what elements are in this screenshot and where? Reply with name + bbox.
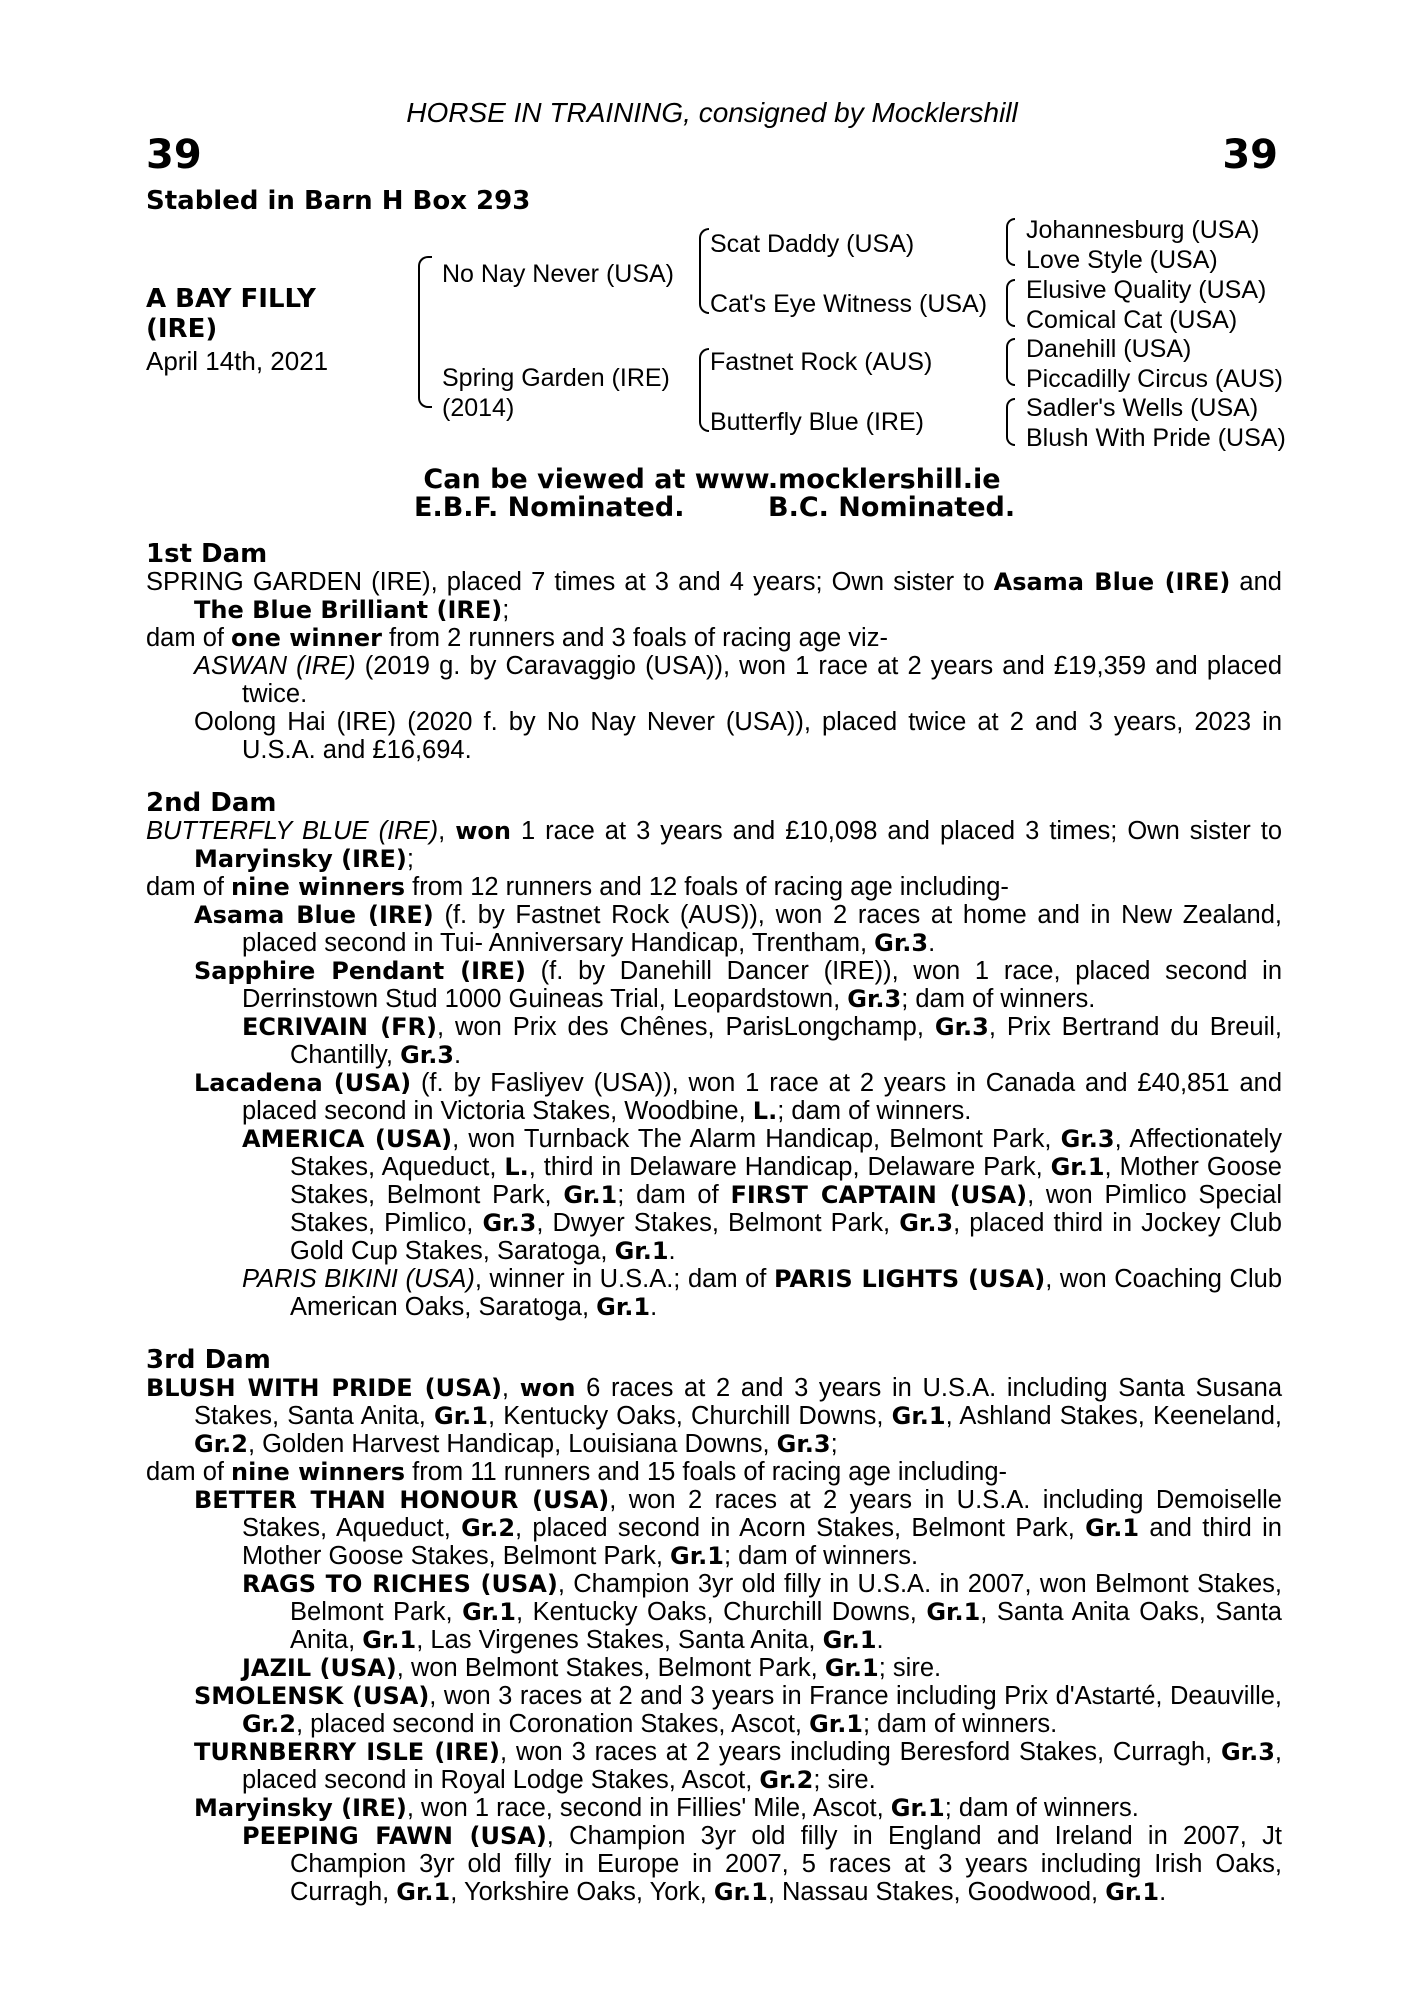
first-dam-produce-summary: dam of one winner from 2 runners and 3 foals of racing age viz- [146, 624, 888, 652]
bold-run: Gr.1 [1050, 1153, 1105, 1181]
horse-description-line2: (IRE) [146, 314, 218, 344]
bold-run: Gr.3 [1060, 1125, 1115, 1153]
bold-run: Gr.1 [891, 1402, 946, 1430]
bold-run: Gr.2 [194, 1430, 248, 1458]
bold-run: Gr.1 [462, 1598, 517, 1626]
produce-america: AMERICA (USA), won Turnback The Alarm Handicap, Belmont Park, Gr.3, Affectionately Stakes, Aqueduct, L., third in Delaware Handicap, Delaware Park, Gr.1, Mother Goose Stakes, Belmont Park, Gr.1; dam of FIRST CAPTAIN (USA), won Pimlico Special Stakes, Pimlico, Gr.3, Dwyer Stakes, Belmont Park, Gr.3, placed third in Jockey Club Gold Cup Stakes, Saratoga, Gr.1. [242, 1125, 1283, 1265]
catalogue-subtitle: HORSE IN TRAINING, consigned by Mocklershill [406, 97, 1018, 128]
produce-peeping-fawn: PEEPING FAWN (USA), Champion 3yr old filly in England and Ireland in 2007, Jt Champion 3yr old filly in Europe in 2007, 5 races at 3 years including Irish Oaks, Curragh, Gr.1, Yorkshire Oaks, York, Gr.1, Nassau Stakes, Goodwood, Gr.1. [242, 1822, 1282, 1906]
pedigree-dam-year: (2014) [442, 394, 515, 422]
second-dam-entry: BUTTERFLY BLUE (IRE), won 1 race at 3 years and £10,098 and placed 3 times; Own sister to Maryinsky (IRE); [146, 817, 1283, 873]
pedigree-brace-g3-1 [1006, 218, 1015, 266]
bold-run: Maryinsky (IRE) [194, 845, 407, 873]
pedigree-g3-1: Johannesburg (USA) [1026, 216, 1260, 244]
produce-turnberry-isle: TURNBERRY ISLE (IRE), won 3 races at 2 years including Beresford Stakes, Curragh, Gr.3, placed second in Royal Lodge Stakes, Ascot, Gr.2; sire. [194, 1738, 1282, 1794]
bold-run: Gr.1 [614, 1237, 669, 1265]
pedigree-dam-sire: Fastnet Rock (AUS) [710, 348, 933, 376]
bold-run: SMOLENSK (USA) [194, 1682, 430, 1710]
pedigree-brace-dam [699, 348, 709, 432]
bold-run: Gr.1 [362, 1626, 417, 1654]
bold-run: Gr.1 [926, 1598, 981, 1626]
horse-description [146, 284, 316, 344]
bold-run: FIRST CAPTAIN (USA) [730, 1181, 1028, 1209]
bold-run: Sapphire Pendant (IRE) [194, 957, 526, 985]
viewing-note: Can be viewed at www.mocklershill.ie [423, 464, 1001, 495]
bold-run: Gr.2 [461, 1514, 516, 1542]
ebf-nominated: E.B.F. Nominated. [414, 492, 685, 523]
produce-record [146, 540, 1282, 1906]
bold-run: Gr.2 [759, 1766, 814, 1794]
produce-aswan: ASWAN (IRE) (2019 g. by Caravaggio (USA)), won 1 race at 2 years and £19,359 and placed twice. [194, 652, 1282, 708]
pedigree-g3-4: Comical Cat (USA) [1026, 306, 1238, 334]
pedigree-g3-2: Love Style (USA) [1026, 246, 1218, 274]
bold-run: Maryinsky (IRE) [194, 1794, 407, 1822]
bold-run: one winner [231, 624, 382, 652]
bold-run: BETTER THAN HONOUR (USA) [194, 1486, 610, 1514]
pedigree-dam-dam: Butterfly Blue (IRE) [710, 408, 924, 436]
bold-run: Gr.1 [434, 1402, 488, 1430]
produce-maryinsky: Maryinsky (IRE), won 1 race, second in Fillies' Mile, Ascot, Gr.1; dam of winners. [194, 1794, 1139, 1822]
produce-smolensk: SMOLENSK (USA), won 3 races at 2 and 3 years in France including Prix d'Astarté, Deauville, Gr.2, placed second in Coronation Stakes, Ascot, Gr.1; dam of winners. [194, 1682, 1282, 1738]
pedigree-brace-g3-2 [1006, 279, 1015, 327]
pedigree-brace-g3-4 [1006, 398, 1015, 446]
bold-run: Gr.1 [596, 1293, 651, 1321]
stabled-location: Stabled in Barn H Box 293 [146, 186, 531, 216]
pedigree-brace-main [418, 256, 432, 408]
bold-run: RAGS TO RICHES (USA) [242, 1570, 558, 1598]
bold-run: Asama Blue (IRE) [993, 568, 1231, 596]
pedigree-sire: No Nay Never (USA) [442, 260, 674, 288]
pedigree-g3-5: Danehill (USA) [1026, 335, 1192, 363]
bold-run: Gr.1 [809, 1710, 864, 1738]
produce-better-than-honour: BETTER THAN HONOUR (USA), won 2 races at 2 years in U.S.A. including Demoiselle Stakes, Aqueduct, Gr.2, placed second in Acorn Stakes, Belmont Park, Gr.1 and third in Mother Goose Stakes, Belmont Park, Gr.1; dam of winners. [194, 1486, 1282, 1570]
bold-run: Gr.1 [822, 1626, 877, 1654]
third-dam-produce-summary: dam of nine winners from 11 runners and 15 foals of racing age including- [146, 1458, 1008, 1486]
bold-run: Gr.3 [776, 1430, 831, 1458]
bold-run: Gr.2 [242, 1710, 296, 1738]
bold-run: PEEPING FAWN (USA) [242, 1822, 547, 1850]
bc-nominated: B.C. Nominated. [768, 492, 1016, 523]
italic-run: ASWAN (IRE) [194, 652, 356, 680]
bold-run: ECRIVAIN (FR) [242, 1013, 437, 1041]
bold-run: Gr.1 [670, 1542, 724, 1570]
bold-run: Gr.3 [899, 1209, 954, 1237]
pedigree-brace-sire [699, 228, 709, 314]
horse-description-line1: A BAY FILLY [146, 284, 316, 314]
produce-asama-blue: Asama Blue (IRE) (f. by Fastnet Rock (AUS)), won 2 races at home and in New Zealand, placed second in Tui- Anniversary Handicap, Trentham, Gr.3. [194, 901, 1283, 957]
bold-run: Gr.1 [396, 1878, 451, 1906]
pedigree-brace-g3-3 [1006, 338, 1015, 386]
bold-run: Gr.3 [934, 1013, 989, 1041]
first-dam-heading: 1st Dam [146, 539, 268, 569]
bold-run: nine winners [231, 873, 406, 901]
lot-number-right: 39 [1222, 132, 1278, 178]
bold-run: TURNBERRY ISLE (IRE) [194, 1738, 501, 1766]
bold-run: L. [752, 1097, 778, 1125]
pedigree-sire-dam: Cat's Eye Witness (USA) [710, 290, 988, 318]
second-dam-heading: 2nd Dam [146, 788, 277, 818]
bold-run: won [455, 817, 511, 845]
produce-rags-to-riches: RAGS TO RICHES (USA), Champion 3yr old filly in U.S.A. in 2007, won Belmont Stakes, Belmont Park, Gr.1, Kentucky Oaks, Churchill Downs, Gr.1, Santa Anita Oaks, Santa Anita, Gr.1, Las Virgenes Stakes, Santa Anita, Gr.1. [242, 1570, 1283, 1654]
produce-jazil: JAZIL (USA), won Belmont Stakes, Belmont Park, Gr.1; sire. [242, 1654, 942, 1682]
produce-oolong-hai: Oolong Hai (IRE) (2020 f. by No Nay Never (USA)), placed twice at 2 and 3 years, 2023 in U.S.A. and £16,694. [194, 708, 1282, 764]
italic-run: PARIS BIKINI (USA) [242, 1265, 475, 1293]
pedigree-dam: Spring Garden (IRE) [442, 364, 670, 392]
bold-run: nine winners [231, 1458, 406, 1486]
bold-run: Gr.3 [847, 985, 902, 1013]
bold-run: Gr.3 [874, 929, 929, 957]
bold-run: AMERICA (USA) [242, 1125, 453, 1153]
bold-run: The Blue Brilliant (IRE) [194, 596, 503, 624]
italic-run: BUTTERFLY BLUE (IRE) [146, 817, 439, 845]
bold-run: Gr.1 [890, 1794, 945, 1822]
bold-run: Asama Blue (IRE) [194, 901, 434, 929]
bold-run: won [519, 1374, 576, 1402]
third-dam-entry: BLUSH WITH PRIDE (USA), won 6 races at 2 and 3 years in U.S.A. including Santa Susana Stakes, Santa Anita, Gr.1, Kentucky Oaks, Churchill Downs, Gr.1, Ashland Stakes, Keeneland, Gr.2, Golden Harvest Handicap, Louisiana Downs, Gr.3; [146, 1374, 1283, 1458]
foaling-date: April 14th, 2021 [146, 346, 329, 376]
bold-run: Lacadena (USA) [194, 1069, 412, 1097]
pedigree-g3-7: Sadler's Wells (USA) [1026, 394, 1259, 422]
second-dam-produce-summary: dam of nine winners from 12 runners and 12 foals of racing age including- [146, 873, 1009, 901]
bold-run: PARIS LIGHTS (USA) [773, 1265, 1046, 1293]
bold-run: Gr.3 [1220, 1738, 1275, 1766]
bold-run: Gr.3 [482, 1209, 537, 1237]
bold-run: Gr.1 [824, 1654, 879, 1682]
bold-run: BLUSH WITH PRIDE (USA) [146, 1374, 502, 1402]
first-dam-entry: SPRING GARDEN (IRE), placed 7 times at 3 and 4 years; Own sister to Asama Blue (IRE) and The Blue Brilliant (IRE); [146, 568, 1282, 624]
third-dam-heading: 3rd Dam [146, 1345, 271, 1375]
pedigree-g3-8: Blush With Pride (USA) [1026, 424, 1286, 452]
pedigree-g3-3: Elusive Quality (USA) [1026, 276, 1267, 304]
produce-paris-bikini: PARIS BIKINI (USA), winner in U.S.A.; dam of PARIS LIGHTS (USA), won Coaching Club American Oaks, Saratoga, Gr.1. [242, 1265, 1282, 1321]
produce-sapphire-pendant: Sapphire Pendant (IRE) (f. by Danehill Dancer (IRE)), won 1 race, placed second in Derrinstown Stud 1000 Guineas Trial, Leopardstown, Gr.3; dam of winners. [194, 957, 1282, 1013]
bold-run: Gr.1 [1105, 1878, 1160, 1906]
bold-run: Gr.1 [563, 1181, 618, 1209]
produce-lacadena: Lacadena (USA) (f. by Fasliyev (USA)), won 1 race at 2 years in Canada and £40,851 and placed second in Victoria Stakes, Woodbine, L.; dam of winners. [194, 1069, 1282, 1125]
bold-run: Gr.1 [713, 1878, 768, 1906]
bold-run: Gr.3 [400, 1041, 455, 1069]
pedigree-sire-sire: Scat Daddy (USA) [710, 230, 915, 258]
bold-run: JAZIL (USA) [242, 1654, 397, 1682]
bold-run: L. [504, 1153, 529, 1181]
pedigree-g3-6: Piccadilly Circus (AUS) [1026, 365, 1283, 393]
bold-run: Gr.1 [1085, 1514, 1140, 1542]
produce-ecrivain: ECRIVAIN (FR), won Prix des Chênes, ParisLongchamp, Gr.3, Prix Bertrand du Breuil, Chantilly, Gr.3. [242, 1013, 1282, 1069]
lot-number-left: 39 [146, 132, 202, 178]
